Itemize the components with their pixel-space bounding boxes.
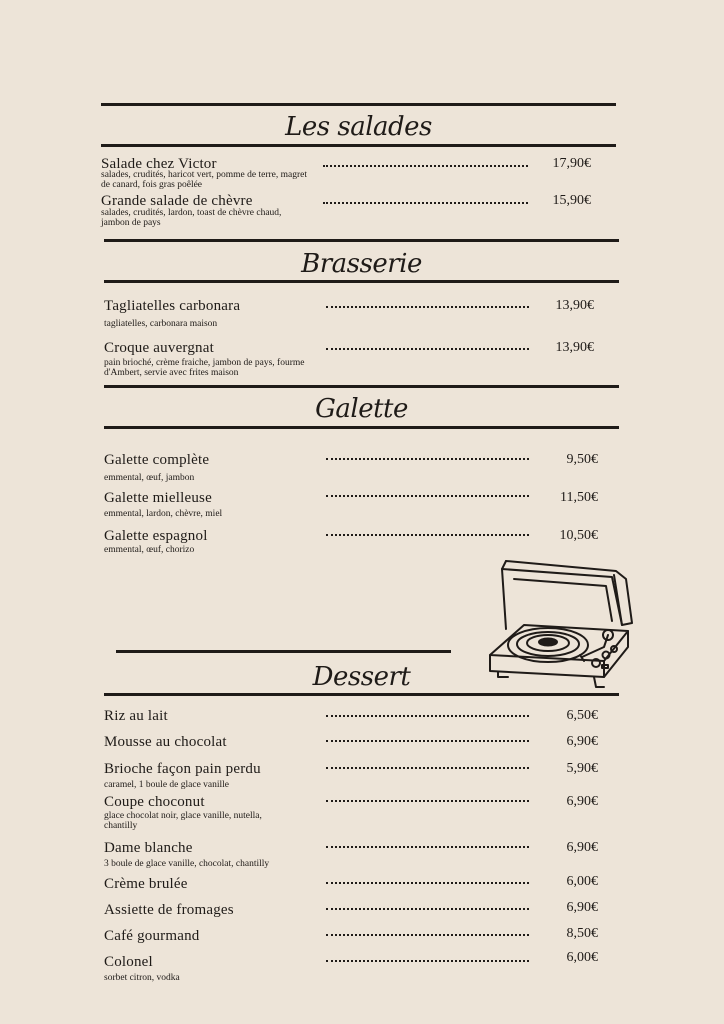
item-price: 6,00€ bbox=[566, 950, 598, 965]
dessert-bottom-rule bbox=[104, 693, 619, 696]
item-name: Dame blanche bbox=[104, 840, 193, 856]
item-price: 13,90€ bbox=[555, 298, 594, 313]
dot-leader bbox=[326, 846, 529, 848]
brasserie-title: Brasserie bbox=[301, 249, 422, 279]
item-name: Café gourmand bbox=[104, 928, 200, 944]
dot-leader bbox=[326, 740, 529, 742]
item-name: Mousse au chocolat bbox=[104, 734, 227, 750]
dot-leader bbox=[326, 800, 529, 802]
dessert-short-rule bbox=[116, 650, 451, 653]
salades-title: Les salades bbox=[285, 112, 432, 142]
item-description: emmental, œuf, jambon bbox=[104, 473, 195, 483]
item-description: caramel, 1 boule de glace vanille bbox=[104, 780, 230, 790]
item-price: 5,90€ bbox=[566, 761, 598, 776]
galette-bottom-rule bbox=[104, 426, 619, 429]
item-description: sorbet citron, vodka bbox=[104, 973, 180, 983]
item-description: emmental, œuf, chorizo bbox=[104, 545, 195, 555]
galette-title: Galette bbox=[315, 394, 408, 424]
item-description: 3 boule de glace vanille, chocolat, chantilly bbox=[104, 859, 270, 869]
dot-leader bbox=[326, 908, 529, 910]
item-name: Coupe choconut bbox=[104, 794, 205, 810]
dot-leader bbox=[326, 960, 529, 962]
dot-leader bbox=[326, 767, 529, 769]
item-name: Galette complète bbox=[104, 452, 210, 468]
item-price: 6,00€ bbox=[566, 874, 598, 889]
item-description: tagliatelles, carbonara maison bbox=[104, 319, 218, 329]
item-name: Salade chez Victor bbox=[101, 156, 217, 172]
dot-leader bbox=[326, 348, 529, 350]
item-description: salades, crudités, haricot vert, pomme de terre, magret de canard, fois gras poêlée bbox=[101, 170, 308, 190]
item-name: Grande salade de chèvre bbox=[101, 193, 253, 209]
dot-leader bbox=[323, 165, 528, 167]
dessert-title: Dessert bbox=[312, 662, 411, 692]
item-price: 15,90€ bbox=[552, 193, 591, 208]
item-description: glace chocolat noir, glace vanille, nutella, chantilly bbox=[104, 811, 262, 831]
dot-leader bbox=[326, 534, 529, 536]
dot-leader bbox=[326, 882, 529, 884]
item-name: Tagliatelles carbonara bbox=[104, 298, 241, 314]
dot-leader bbox=[326, 934, 529, 936]
dot-leader bbox=[326, 495, 529, 497]
item-price: 17,90€ bbox=[552, 156, 591, 171]
item-description: pain brioché, crème fraiche, jambon de pays, fourme d'Ambert, servie avec frites maison bbox=[104, 358, 305, 378]
salades-top-rule bbox=[101, 103, 616, 106]
item-price: 8,50€ bbox=[566, 926, 598, 941]
salades-bottom-rule bbox=[101, 144, 616, 147]
brasserie-bottom-rule bbox=[104, 280, 619, 283]
dot-leader bbox=[326, 458, 529, 460]
galette-top-rule bbox=[104, 385, 619, 388]
item-price: 6,90€ bbox=[566, 794, 598, 809]
item-name: Assiette de fromages bbox=[104, 902, 234, 918]
item-price: 6,90€ bbox=[566, 900, 598, 915]
item-name: Galette espagnol bbox=[104, 528, 208, 544]
item-name: Croque auvergnat bbox=[104, 340, 214, 356]
item-name: Galette mielleuse bbox=[104, 490, 212, 506]
item-price: 6,90€ bbox=[566, 840, 598, 855]
item-name: Crème brulée bbox=[104, 876, 188, 892]
item-price: 6,90€ bbox=[566, 734, 598, 749]
item-price: 11,50€ bbox=[560, 490, 598, 505]
item-price: 10,50€ bbox=[559, 528, 598, 543]
item-price: 13,90€ bbox=[555, 340, 594, 355]
brasserie-top-rule bbox=[104, 239, 619, 242]
item-description: emmental, lardon, chèvre, miel bbox=[104, 509, 223, 519]
item-price: 6,50€ bbox=[566, 708, 598, 723]
item-name: Brioche façon pain perdu bbox=[104, 761, 261, 777]
dot-leader bbox=[323, 202, 528, 204]
dot-leader bbox=[326, 715, 529, 717]
item-name: Riz au lait bbox=[104, 708, 168, 724]
item-description: salades, crudités, lardon, toast de chèvre chaud, jambon de pays bbox=[101, 208, 282, 228]
item-name: Colonel bbox=[104, 954, 153, 970]
dot-leader bbox=[326, 306, 529, 308]
item-price: 9,50€ bbox=[566, 452, 598, 467]
